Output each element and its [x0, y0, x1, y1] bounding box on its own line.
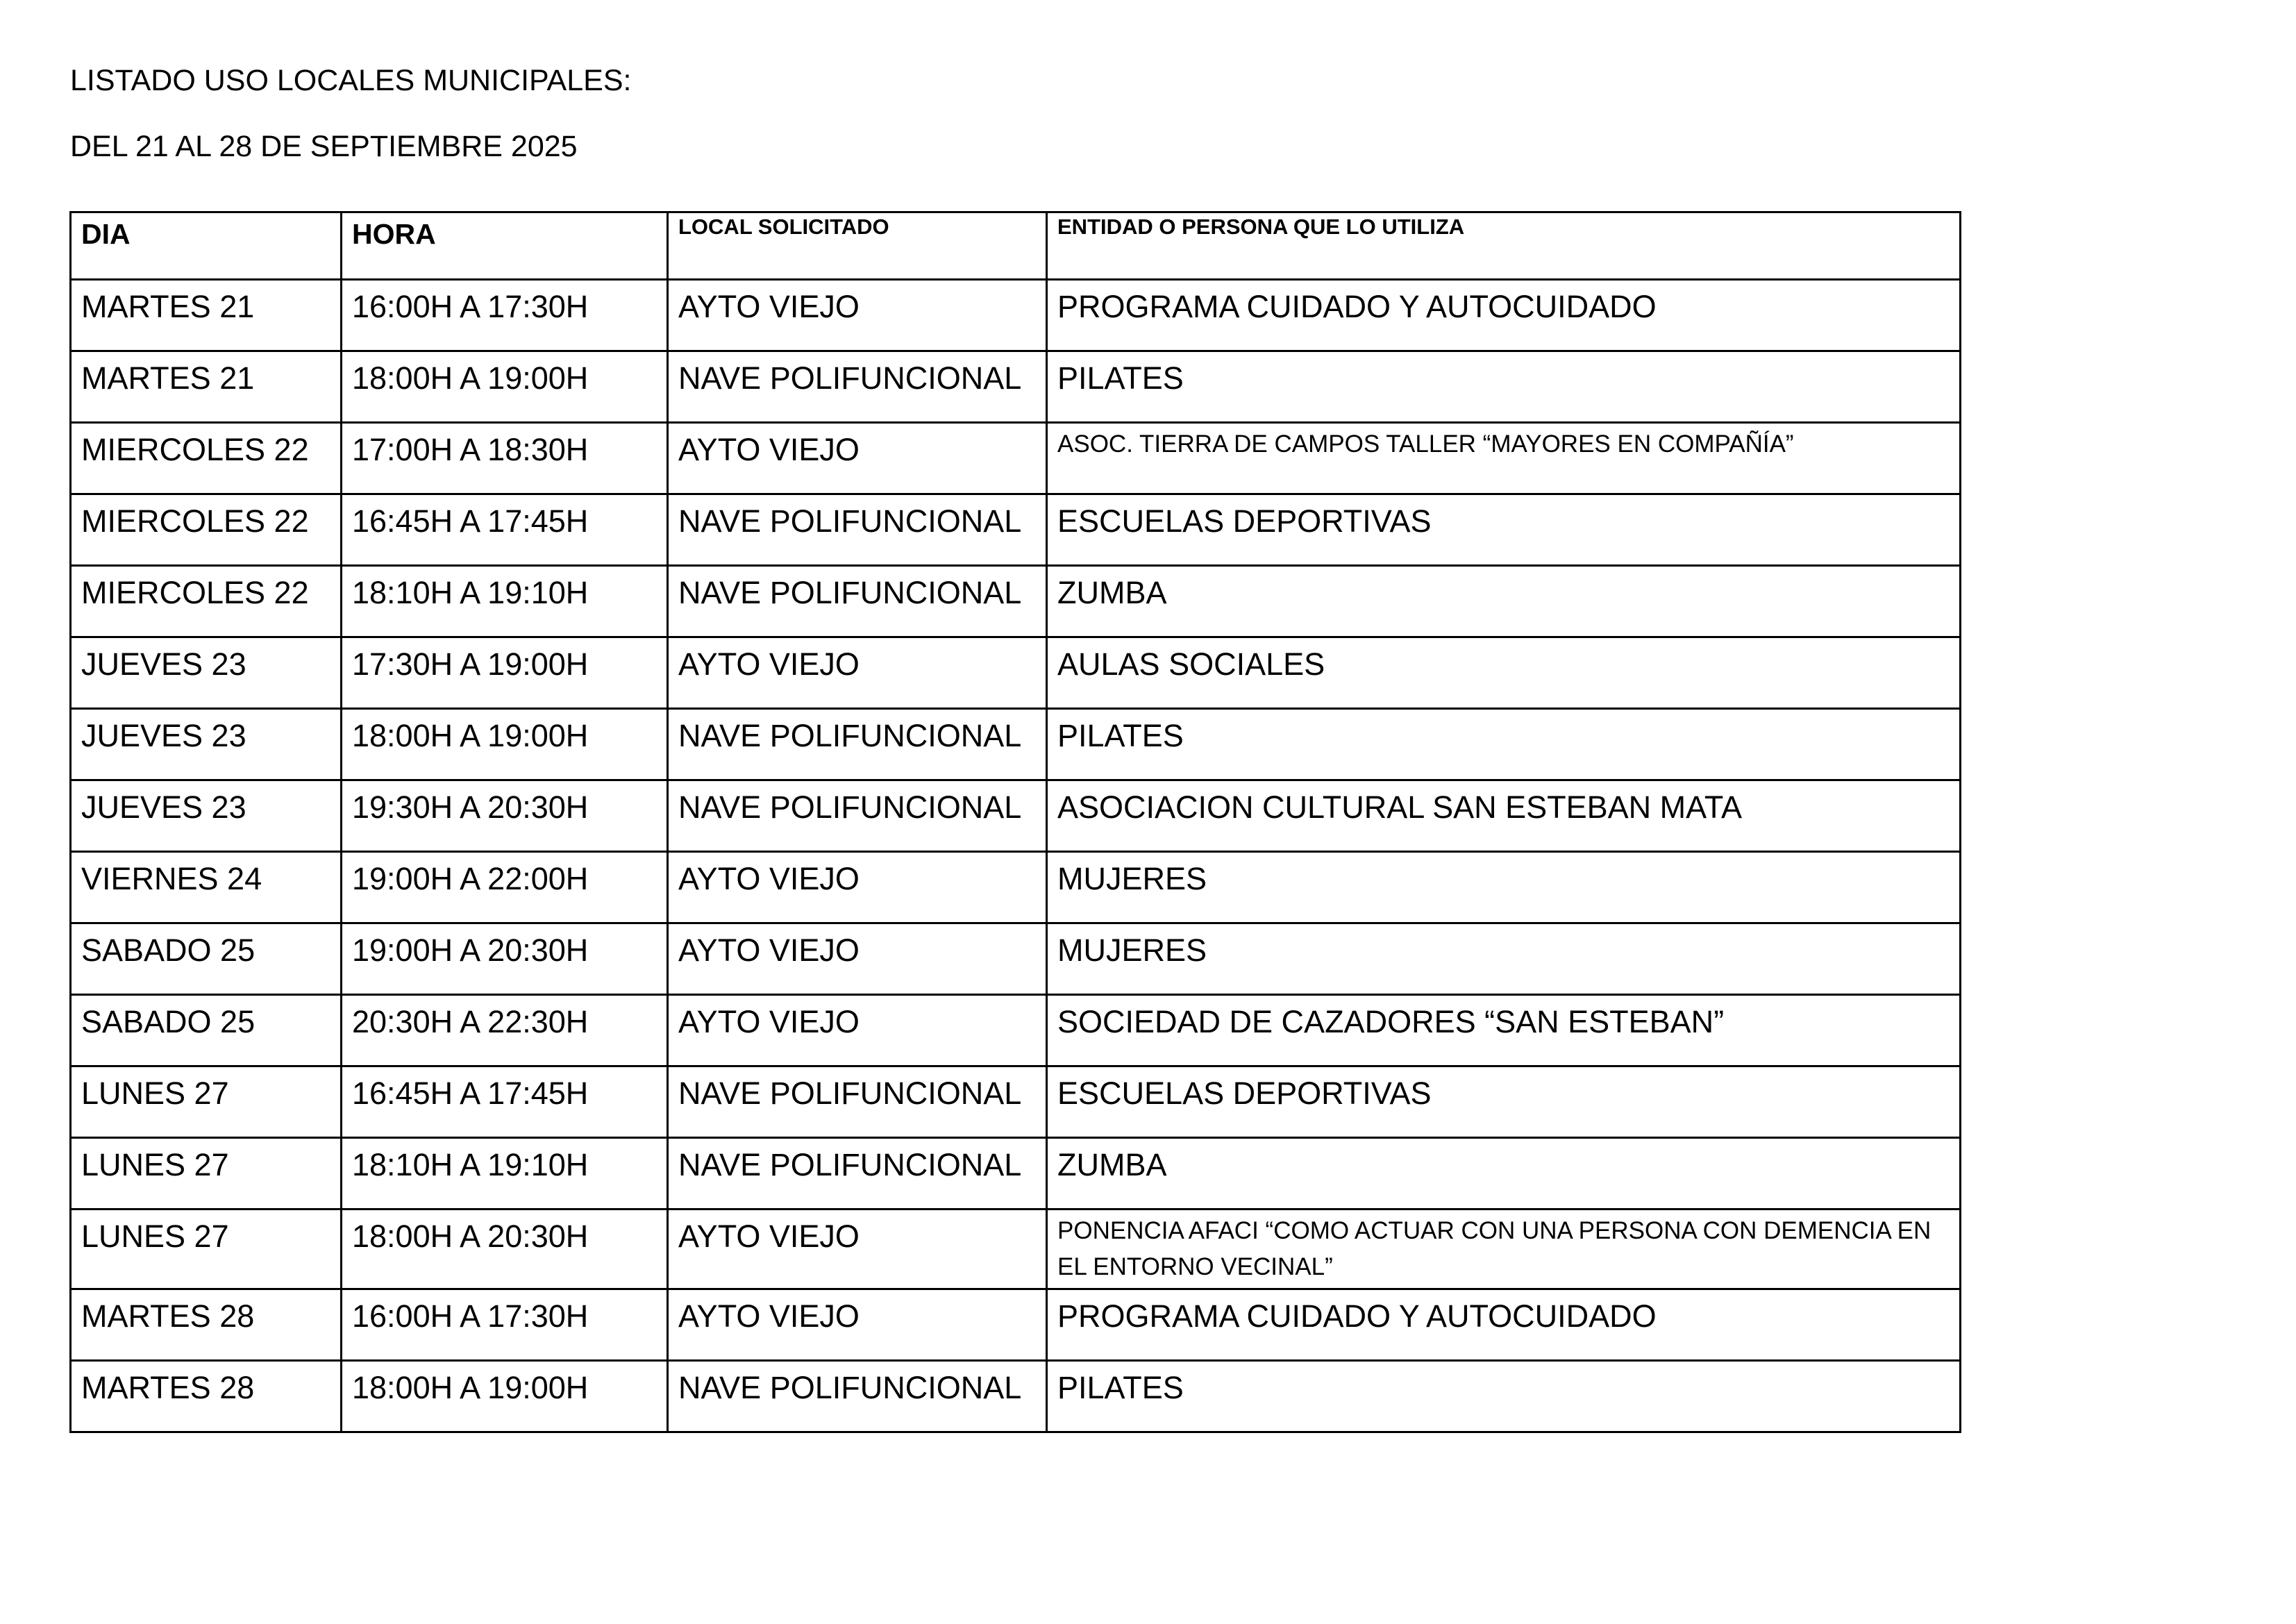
- cell-hora: 19:30H A 20:30H: [342, 780, 668, 852]
- cell-dia: JUEVES 23: [71, 709, 342, 780]
- cell-dia: JUEVES 23: [71, 780, 342, 852]
- table-row: [71, 1066, 1961, 1138]
- cell-dia: JUEVES 23: [71, 637, 342, 709]
- cell-hora: 18:00H A 19:00H: [342, 351, 668, 423]
- table-row: [71, 351, 1961, 423]
- cell-dia: MARTES 21: [71, 280, 342, 351]
- table-row: [71, 852, 1961, 923]
- cell-hora: 17:00H A 18:30H: [342, 423, 668, 494]
- cell-hora: 16:00H A 17:30H: [342, 280, 668, 351]
- cell-dia: LUNES 27: [71, 1209, 342, 1289]
- cell-local: NAVE POLIFUNCIONAL: [668, 709, 1047, 780]
- cell-hora: 18:00H A 20:30H: [342, 1209, 668, 1289]
- table-row: [71, 780, 1961, 852]
- cell-dia: MIERCOLES 22: [71, 566, 342, 637]
- table-row: [71, 995, 1961, 1066]
- table-row: [71, 566, 1961, 637]
- cell-entidad: PILATES: [1047, 351, 1961, 423]
- cell-entidad: ASOC. TIERRA DE CAMPOS TALLER “MAYORES EN COMPAÑÍA”: [1047, 423, 1961, 494]
- cell-local: AYTO VIEJO: [668, 852, 1047, 923]
- cell-local: NAVE POLIFUNCIONAL: [668, 566, 1047, 637]
- cell-entidad: MUJERES: [1047, 923, 1961, 995]
- table-row: [71, 1289, 1961, 1361]
- cell-local: NAVE POLIFUNCIONAL: [668, 494, 1047, 566]
- cell-entidad: ESCUELAS DEPORTIVAS: [1047, 1066, 1961, 1138]
- cell-hora: 18:10H A 19:10H: [342, 566, 668, 637]
- cell-entidad: MUJERES: [1047, 852, 1961, 923]
- table-row: [71, 494, 1961, 566]
- cell-local: AYTO VIEJO: [668, 637, 1047, 709]
- cell-dia: MARTES 21: [71, 351, 342, 423]
- document-subtitle: DEL 21 AL 28 DE SEPTIEMBRE 2025: [70, 130, 578, 163]
- cell-dia: SABADO 25: [71, 995, 342, 1066]
- header-dia: DIA: [71, 212, 342, 280]
- cell-hora: 18:00H A 19:00H: [342, 709, 668, 780]
- table-row: [71, 1361, 1961, 1432]
- cell-local: AYTO VIEJO: [668, 923, 1047, 995]
- table-row: [71, 423, 1961, 494]
- cell-dia: MARTES 28: [71, 1361, 342, 1432]
- cell-entidad: PILATES: [1047, 709, 1961, 780]
- cell-local: NAVE POLIFUNCIONAL: [668, 351, 1047, 423]
- cell-hora: 16:45H A 17:45H: [342, 1066, 668, 1138]
- cell-hora: 16:45H A 17:45H: [342, 494, 668, 566]
- header-row: [71, 212, 1961, 280]
- cell-local: AYTO VIEJO: [668, 280, 1047, 351]
- cell-hora: 20:30H A 22:30H: [342, 995, 668, 1066]
- cell-dia: LUNES 27: [71, 1066, 342, 1138]
- cell-entidad: PILATES: [1047, 1361, 1961, 1432]
- cell-dia: SABADO 25: [71, 923, 342, 995]
- cell-local: AYTO VIEJO: [668, 1289, 1047, 1361]
- cell-entidad: PROGRAMA CUIDADO Y AUTOCUIDADO: [1047, 1289, 1961, 1361]
- cell-hora: 19:00H A 20:30H: [342, 923, 668, 995]
- cell-entidad: PROGRAMA CUIDADO Y AUTOCUIDADO: [1047, 280, 1961, 351]
- schedule-table: [69, 211, 1961, 1433]
- cell-hora: 16:00H A 17:30H: [342, 1289, 668, 1361]
- cell-entidad: AULAS SOCIALES: [1047, 637, 1961, 709]
- header-hora: HORA: [342, 212, 668, 280]
- cell-local: AYTO VIEJO: [668, 1209, 1047, 1289]
- table-row: [71, 280, 1961, 351]
- cell-hora: 18:00H A 19:00H: [342, 1361, 668, 1432]
- table-row: [71, 637, 1961, 709]
- cell-local: NAVE POLIFUNCIONAL: [668, 1138, 1047, 1209]
- cell-dia: LUNES 27: [71, 1138, 342, 1209]
- header-entidad: ENTIDAD O PERSONA QUE LO UTILIZA: [1047, 212, 1961, 280]
- cell-local: NAVE POLIFUNCIONAL: [668, 780, 1047, 852]
- cell-local: NAVE POLIFUNCIONAL: [668, 1066, 1047, 1138]
- cell-dia: VIERNES 24: [71, 852, 342, 923]
- document-title: LISTADO USO LOCALES MUNICIPALES:: [70, 64, 632, 97]
- cell-entidad: SOCIEDAD DE CAZADORES “SAN ESTEBAN”: [1047, 995, 1961, 1066]
- cell-entidad: PONENCIA AFACI “COMO ACTUAR CON UNA PERSONA CON DEMENCIA EN EL ENTORNO VECINAL”: [1047, 1209, 1961, 1289]
- table-row: [71, 923, 1961, 995]
- table-row: [71, 1209, 1961, 1289]
- cell-entidad: ESCUELAS DEPORTIVAS: [1047, 494, 1961, 566]
- header-local: LOCAL SOLICITADO: [668, 212, 1047, 280]
- cell-dia: MIERCOLES 22: [71, 494, 342, 566]
- cell-entidad: ZUMBA: [1047, 566, 1961, 637]
- table-row: [71, 709, 1961, 780]
- cell-hora: 17:30H A 19:00H: [342, 637, 668, 709]
- cell-entidad: ASOCIACION CULTURAL SAN ESTEBAN MATA: [1047, 780, 1961, 852]
- table-row: [71, 1138, 1961, 1209]
- cell-hora: 18:10H A 19:10H: [342, 1138, 668, 1209]
- cell-local: NAVE POLIFUNCIONAL: [668, 1361, 1047, 1432]
- cell-local: AYTO VIEJO: [668, 995, 1047, 1066]
- cell-local: AYTO VIEJO: [668, 423, 1047, 494]
- cell-dia: MIERCOLES 22: [71, 423, 342, 494]
- cell-hora: 19:00H A 22:00H: [342, 852, 668, 923]
- cell-entidad: ZUMBA: [1047, 1138, 1961, 1209]
- cell-dia: MARTES 28: [71, 1289, 342, 1361]
